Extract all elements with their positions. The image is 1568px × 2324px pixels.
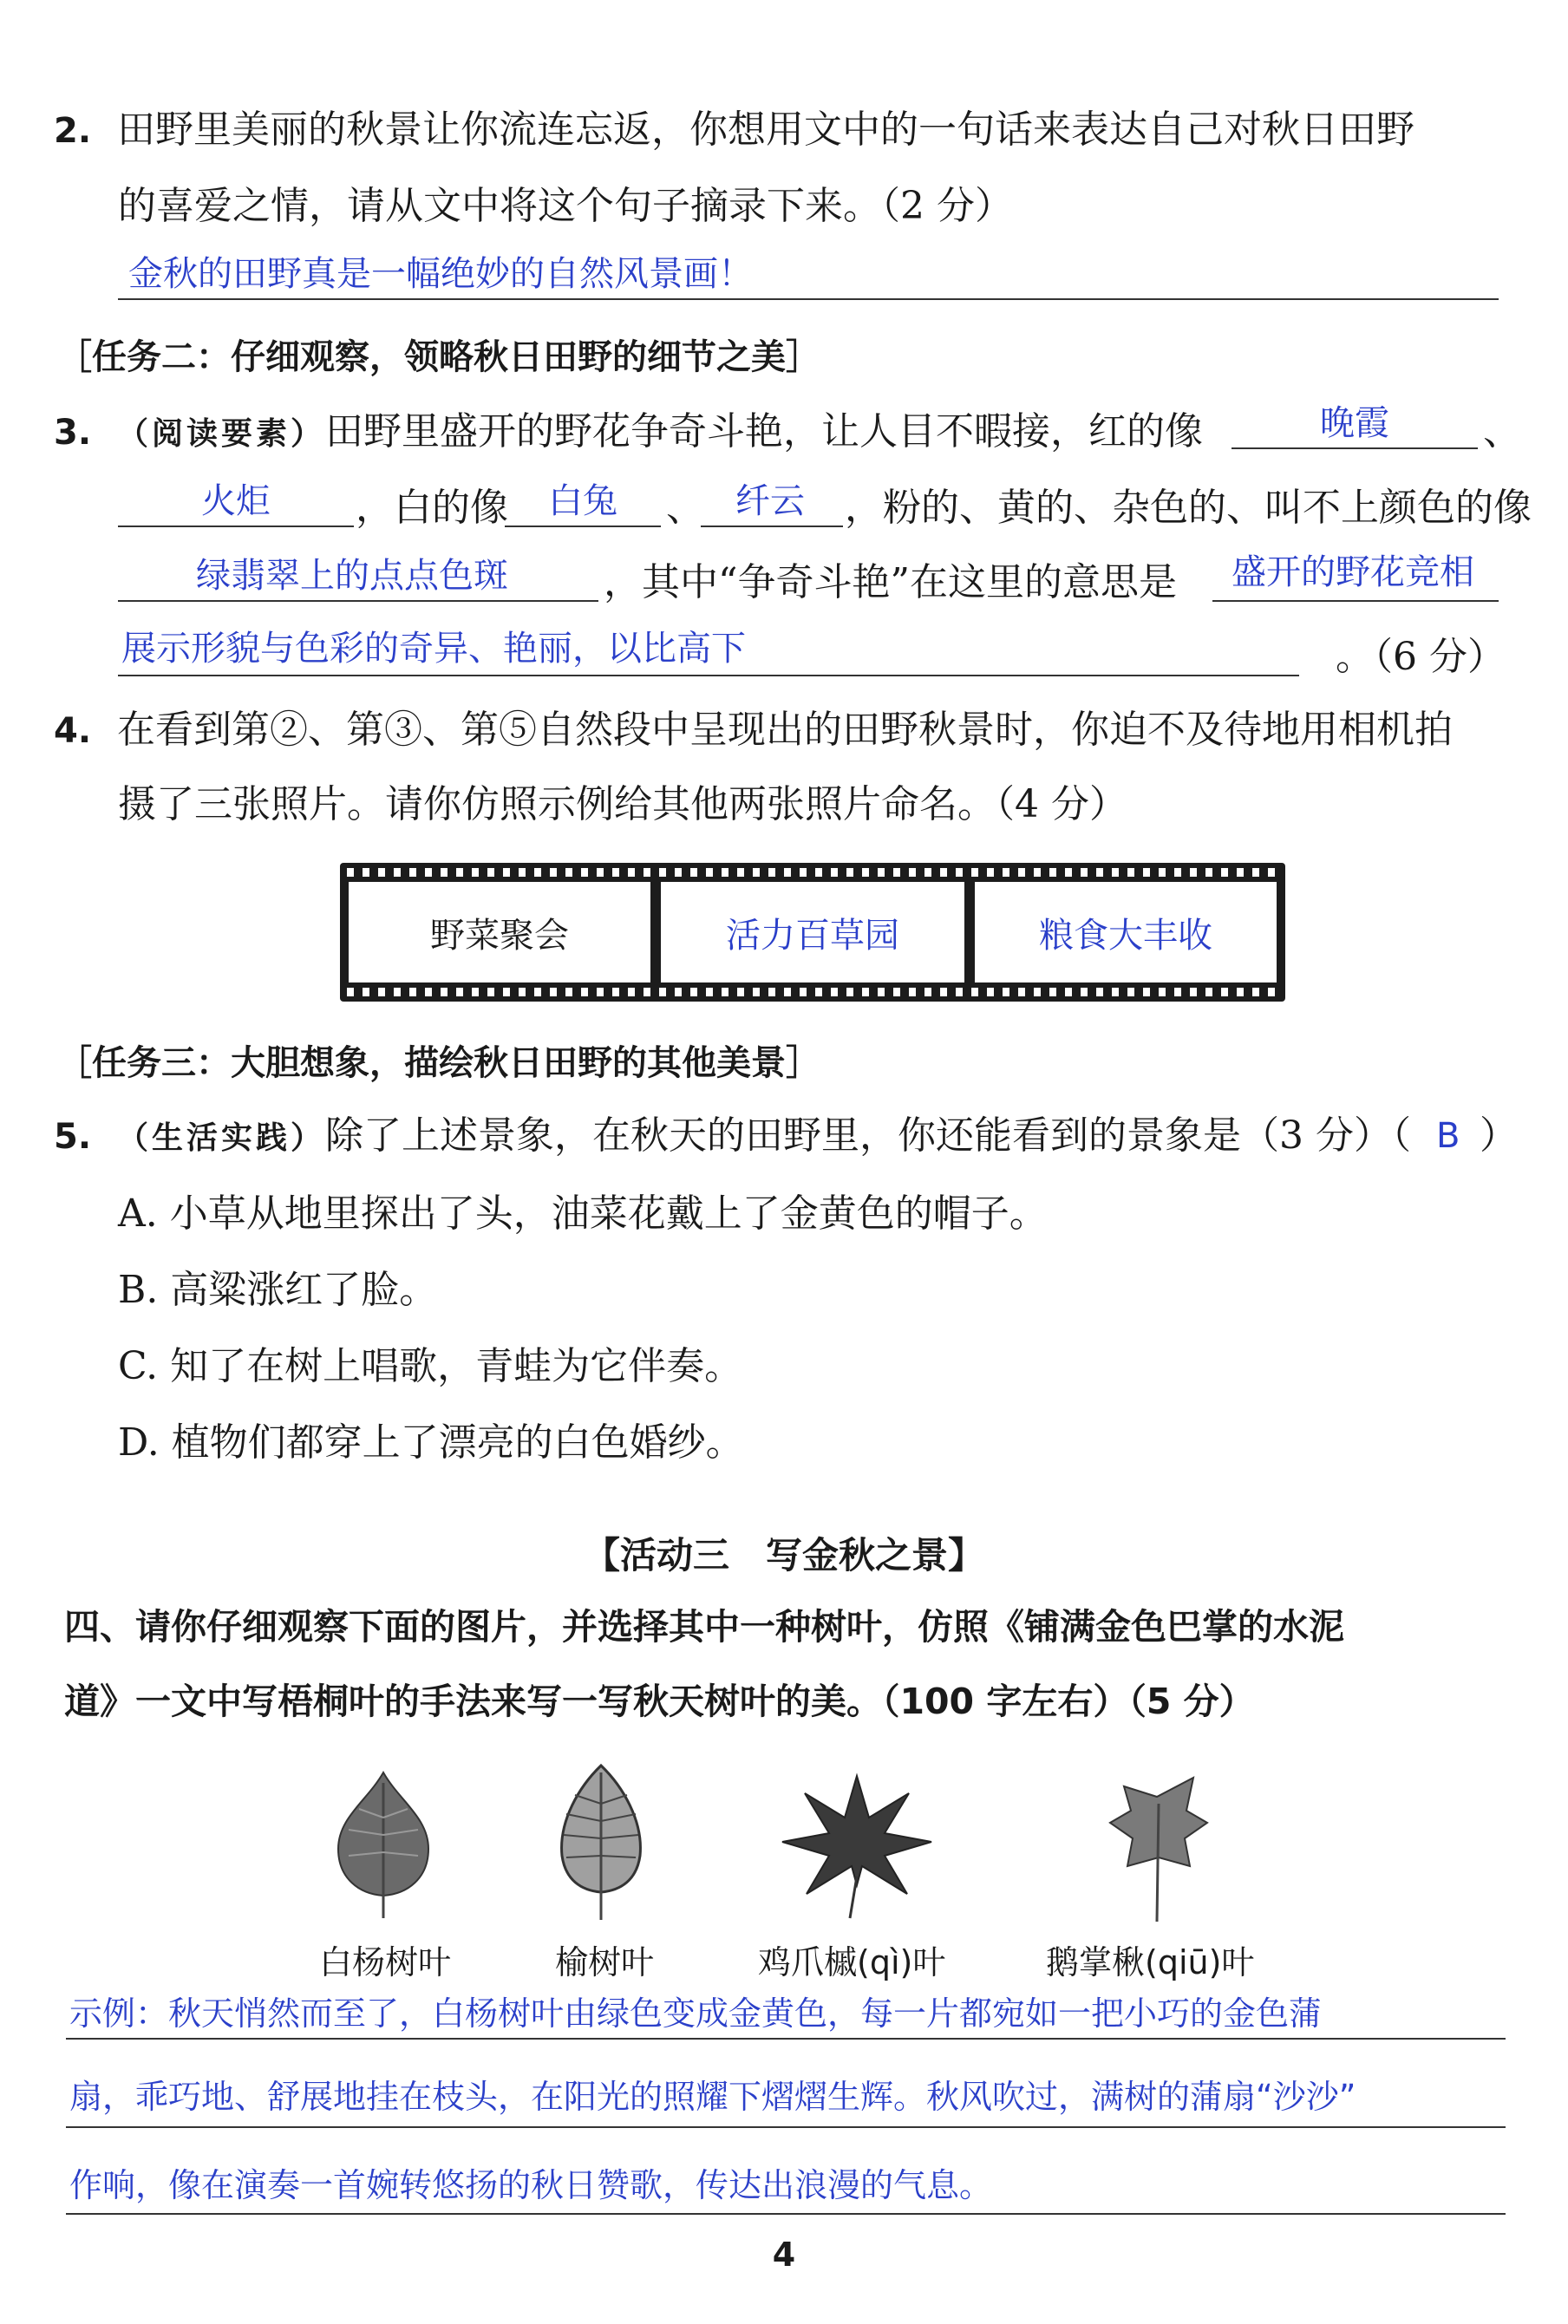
- q3-blank1: 晚霞: [1320, 403, 1389, 443]
- q4-line1: [54, 704, 1453, 757]
- tulip-tree-leaf-icon: [1107, 1769, 1211, 1925]
- q3-blank6a-line: [1212, 600, 1499, 602]
- maple-leaf-icon: [779, 1772, 935, 1920]
- q3-blank4: 纤云: [735, 481, 805, 521]
- q3-blank5-line: [118, 600, 598, 602]
- q5-close: ）: [1480, 1113, 1518, 1158]
- q3-blank6b-line: [118, 675, 1299, 676]
- q5-number: 5.: [54, 1117, 92, 1157]
- q3-sep1: 、: [1483, 409, 1521, 454]
- film-strip: [340, 863, 1285, 1002]
- page-number: 4: [772, 2236, 796, 2274]
- q4-number: 4.: [54, 711, 92, 751]
- q3-blank3-line: [505, 526, 661, 527]
- essay-line-3: 作响，像在演奏一首婉转悠扬的秋日赞歌，传达出浪漫的气息。: [69, 2166, 993, 2204]
- poplar-leaf-icon: [331, 1766, 435, 1922]
- q5-answer: B: [1436, 1116, 1460, 1156]
- q3-text1: 田野里盛开的野花争奇斗艳，让人目不暇接，红的像: [325, 409, 1204, 454]
- activity-heading: 【活动三 写金秋之景】: [583, 1534, 984, 1577]
- q3-blank2-line: [118, 526, 354, 527]
- q3-blank6b: 展示形貌与色彩的奇异、艳丽，以比高下: [121, 629, 746, 669]
- q3-number: 3.: [54, 413, 92, 453]
- essay-rule-1: [66, 2038, 1506, 2040]
- photo-3: 粮食大丰收: [975, 882, 1277, 982]
- q3-blank1-line: [1232, 447, 1478, 449]
- elm-leaf-icon: [553, 1760, 649, 1925]
- essay-rule-3: [66, 2213, 1506, 2215]
- section4-line2: 道》一文中写梧桐叶的手法来写一写秋天树叶的美。（100 字左右）（5 分）: [64, 1681, 1255, 1722]
- q5-text: 除了上述景象，在秋天的田野里，你还能看到的景象是（3 分）（: [325, 1113, 1412, 1158]
- q3-blank4-line: [701, 526, 843, 527]
- q3-text5: 。（6 分）: [1336, 635, 1506, 679]
- leaf-label-maple: 鸡爪槭(qì)叶: [758, 1943, 946, 1981]
- q3-line1: [54, 406, 1203, 460]
- task2-heading: ［任务二：仔细观察，领略秋日田野的细节之美］: [57, 337, 820, 377]
- q5-option-d: D. 植物们都穿上了漂亮的白色婚纱。: [118, 1420, 744, 1465]
- q5-tag: （生活实践）: [117, 1120, 326, 1156]
- q3-tag: （阅读要素）: [117, 415, 326, 452]
- q2-text1: 田野里美丽的秋景让你流连忘返，你想用文中的一句话来表达自己对秋日田野: [117, 108, 1415, 152]
- section4-line1: 四、请你仔细观察下面的图片，并选择其中一种树叶，仿照《铺满金色巴掌的水泥: [64, 1606, 1344, 1648]
- q3-text4: ，其中“争奇斗艳”在这里的意思是: [604, 560, 1177, 604]
- q4-line2: 摄了三张照片。请你仿照示例给其他两张照片命名。（4 分）: [118, 782, 1127, 826]
- q5-line: [54, 1110, 1411, 1164]
- film-perforation-bottom: [347, 988, 1278, 996]
- q2-answer-line: [118, 298, 1499, 300]
- q5-option-b: B. 高粱涨红了脸。: [118, 1268, 438, 1312]
- q2-answer: 金秋的田野真是一幅绝妙的自然风景画！: [128, 254, 753, 294]
- q3-text2: ，白的像: [356, 486, 508, 530]
- film-perforation-top: [347, 868, 1278, 877]
- essay-line-1: 示例：秋天悄然而至了，白杨树叶由绿色变成金黄色，每一片都宛如一把小巧的金色蒲: [69, 1994, 1323, 2033]
- q4-text1: 在看到第②、第③、第⑤自然段中呈现出的田野秋景时，你迫不及待地用相机拍: [117, 708, 1454, 752]
- leaf-label-tulip-tree: 鹅掌楸(qiū)叶: [1046, 1943, 1255, 1981]
- q3-sep2: 、: [666, 486, 704, 530]
- q3-text3: ，粉的、黄的、杂色的、叫不上颜色的像: [845, 486, 1532, 530]
- leaf-label-elm: 榆树叶: [555, 1943, 655, 1981]
- q3-blank3: 白兔: [548, 481, 617, 521]
- q5-option-c: C. 知了在树上唱歌，青蛙为它伴奏。: [118, 1344, 743, 1388]
- photo-2: 活力百草园: [661, 882, 964, 982]
- q2-line1: [54, 104, 1414, 157]
- photo-1: 野菜聚会: [349, 882, 650, 982]
- essay-line-2: 扇，乖巧地、舒展地挂在枝头，在阳光的照耀下熠熠生辉。秋风吹过，满树的蒲扇“沙沙”: [69, 2078, 1356, 2116]
- q2-line2: 的喜爱之情，请从文中将这个句子摘录下来。（2 分）: [118, 184, 1013, 228]
- essay-rule-2: [66, 2126, 1506, 2128]
- q2-number: 2.: [54, 111, 92, 151]
- q3-blank2: 火炬: [201, 481, 271, 521]
- q3-blank5: 绿翡翠上的点点色斑: [196, 556, 508, 596]
- task3-heading: ［任务三：大胆想象，描绘秋日田野的其他美景］: [57, 1043, 820, 1083]
- leaf-label-poplar: 白杨树叶: [319, 1943, 452, 1981]
- q3-blank6a: 盛开的野花竞相: [1232, 552, 1474, 592]
- q5-option-a: A. 小草从地里探出了头，油菜花戴上了金黄色的帽子。: [118, 1191, 1048, 1236]
